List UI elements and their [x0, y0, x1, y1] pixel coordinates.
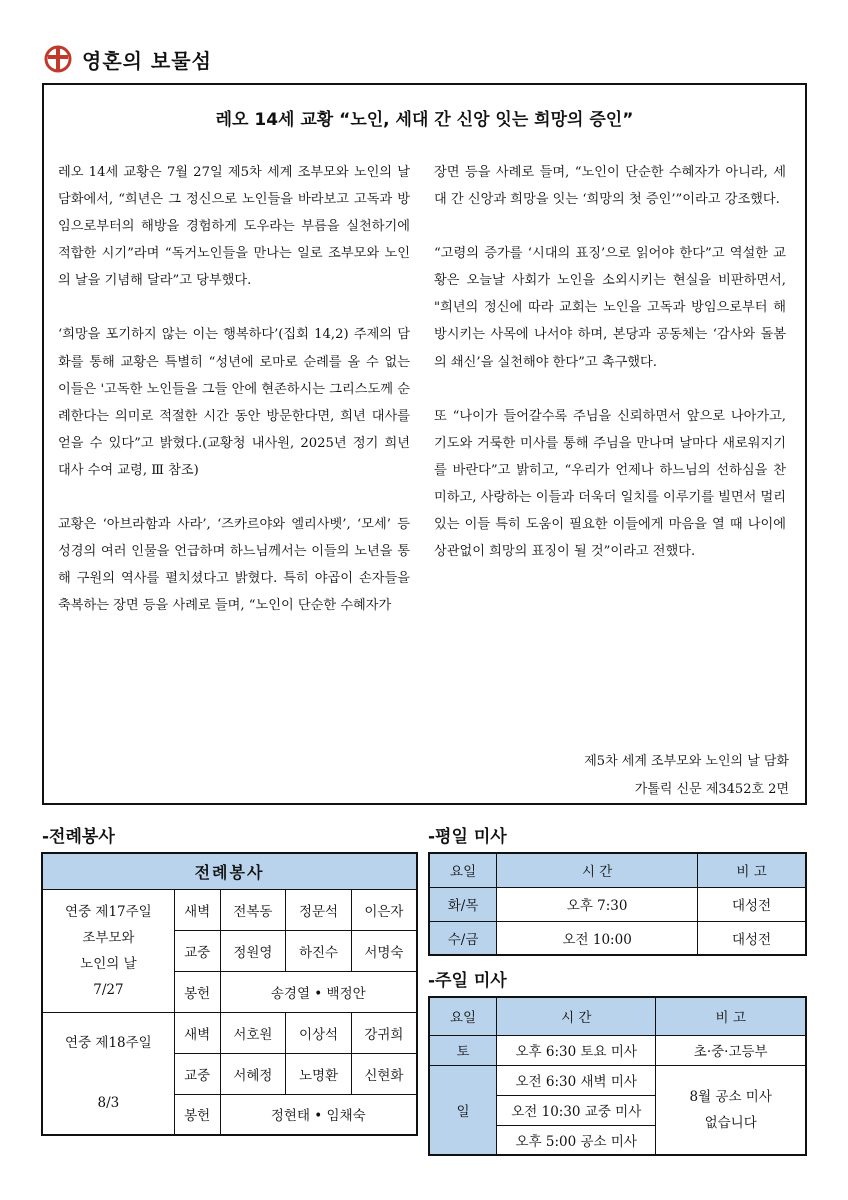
liturgy-table [41, 852, 418, 1136]
liturgy-section-label: -전례봉사 [42, 827, 115, 847]
note-cell: 대성전 [698, 921, 806, 955]
cross-in-circle-icon [44, 45, 72, 73]
article-left-column [58, 159, 410, 646]
week2-label: 연중 제18주일 8/3 [42, 1012, 174, 1135]
time-cell: 오전 10:30 교중 미사 [497, 1095, 656, 1125]
name-cell: 서호원 [220, 1012, 286, 1053]
name-cell-merged: 정현태 • 임채숙 [220, 1094, 417, 1135]
time-cell: 오전 6:30 새벽 미사 [497, 1065, 656, 1095]
article-box [42, 83, 807, 805]
table-row [429, 921, 806, 955]
article-paragraph: “고령의 증가를 ‘시대의 표징’으로 읽어야 한다”고 역설한 교황은 오늘날 사회가 노인을 소외시키는 현실을 비판하면서, "희년의 정신에 따라 교회는 노인을 고독과 방임으로부터 해방시키는 사목에 나서야 하며, 본당과 공동체는 ‘감사와 돌봄의 쇄신’을 실천해야 한다”고 촉구했다. [434, 246, 786, 370]
column-header: 요일 [429, 853, 497, 887]
time-cell: 오후 7:30 [497, 887, 698, 921]
table-row [429, 887, 806, 921]
day-cell: 토 [429, 1035, 497, 1065]
week1-label: 연중 제17주일 조부모와 노인의 날 7/27 [42, 889, 174, 1012]
page-header [44, 44, 212, 74]
name-cell: 하진수 [286, 930, 352, 971]
article-title: 레오 14세 교황 “노인, 세대 간 신앙 잇는 희망의 증인” [215, 110, 634, 130]
column-header: 시 간 [497, 997, 656, 1035]
table-header-row [429, 853, 806, 887]
note-cell: 초·중·고등부 [656, 1035, 806, 1065]
article-paragraph: 레오 14세 교황은 7월 27일 제5차 세계 조부모와 노인의 날 담화에서, “희년은 그 정신으로 노인들을 바라보고 고독과 방임으로부터의 해방을 경험하게 도우라는 부름을 실천하기에 적합한 시기”라며 “독거노인들을 만나는 일로 조부모와 노인의 날을 기념해 달라”고 당부했다. [58, 165, 410, 289]
name-cell: 전복동 [220, 889, 286, 930]
sunday-section-label: -주일 미사 [428, 971, 507, 991]
article-paragraph: 또 “나이가 들어갈수록 주님을 신뢰하면서 앞으로 나아가고, 기도와 거룩한 미사를 통해 주님을 만나며 날마다 새로워지기를 바란다”고 밝히고, “우리가 언제나 하느님의 선하심을 찬미하고, 사랑하는 이들과 더욱더 일치를 이루기를 빌면서 멀리 있는 이들 특히 도움이 필요한 이들에게 마음을 열 때 나이에 상관없이 희망의 표징이 될 것”이라고 전했다. [434, 408, 787, 560]
name-cell: 이상석 [286, 1012, 352, 1053]
name-cell: 노명환 [286, 1053, 352, 1094]
name-cell: 서명숙 [351, 930, 417, 971]
name-cell: 강귀희 [351, 1012, 417, 1053]
table-header-row [429, 997, 806, 1035]
table-row [42, 1012, 417, 1053]
name-cell: 이은자 [351, 889, 417, 930]
header-title: 영혼의 보물섬 [82, 48, 212, 73]
source-caption: 제5차 세계 조부모와 노인의 날 담화 [584, 754, 789, 769]
name-cell-merged: 송경열 • 백정안 [220, 971, 417, 1012]
role-cell: 교중 [174, 930, 220, 971]
time-cell: 오후 6:30 토요 미사 [497, 1035, 656, 1065]
liturgy-table-title: 전례봉사 [42, 853, 417, 889]
column-header: 요일 [429, 997, 497, 1035]
weekday-section-label: -평일 미사 [428, 827, 507, 847]
table-row [42, 889, 417, 930]
article-paragraph: ‘희망을 포기하지 않는 이는 행복하다’(집회 14,2) 주제의 담화를 통해 교황은 특별히 “성년에 로마로 순례를 올 수 없는 이들은 '고독한 노인들을 그들 안에 현존하시는 그리스도께 순례한다는 의미로 적절한 시간 동안 방문한다면, 희년 대사를 얻을 수 있다”고 밝혔다.(교황청 내사원, 2025년 정기 희년 대사 수여 교령, Ⅲ 참조) [58, 327, 410, 478]
source-publication: 가톨릭 신문 제3452호 2면 [634, 782, 789, 797]
column-header: 시 간 [497, 853, 698, 887]
sunday-mass-table [428, 996, 807, 1156]
column-header: 비 고 [698, 853, 806, 887]
note-cell: 대성전 [698, 887, 806, 921]
time-cell: 오후 5:00 공소 미사 [497, 1125, 656, 1155]
day-cell: 일 [429, 1065, 497, 1155]
weekday-mass-table [428, 852, 807, 956]
role-cell: 새벽 [174, 1012, 220, 1053]
role-cell: 봉헌 [174, 971, 220, 1012]
name-cell: 정문석 [286, 889, 352, 930]
note-cell: 8월 공소 미사 없습니다 [656, 1065, 806, 1155]
role-cell: 봉헌 [174, 1094, 220, 1135]
table-row [429, 1065, 806, 1095]
day-cell: 화/목 [429, 887, 497, 921]
name-cell: 신현화 [351, 1053, 417, 1094]
name-cell: 정원영 [220, 930, 286, 971]
article-paragraph: 교황은 ‘아브라함과 사라’, ‘즈카르야와 엘리사벳’, ‘모세’ 등 성경의 여러 인물을 언급하며 하느님께서는 이들의 노년을 통해 구원의 역사를 펼치셨다고 밝혔다. 특히 야곱이 손자들을 축복하는 장면 등을 사례로 들며, “노인이 단순한 수혜자가 [58, 517, 410, 614]
role-cell: 새벽 [174, 889, 220, 930]
article-right-column [434, 159, 786, 592]
day-cell: 수/금 [429, 921, 497, 955]
column-header: 비 고 [656, 997, 806, 1035]
time-cell: 오전 10:00 [497, 921, 698, 955]
table-row [429, 1035, 806, 1065]
role-cell: 교중 [174, 1053, 220, 1094]
name-cell: 서혜정 [220, 1053, 286, 1094]
article-paragraph: 장면 등을 사례로 들며, “노인이 단순한 수혜자가 아니라, 세대 간 신앙과 희망을 잇는 ‘희망의 첫 증인’”이라고 강조했다. [434, 165, 786, 208]
